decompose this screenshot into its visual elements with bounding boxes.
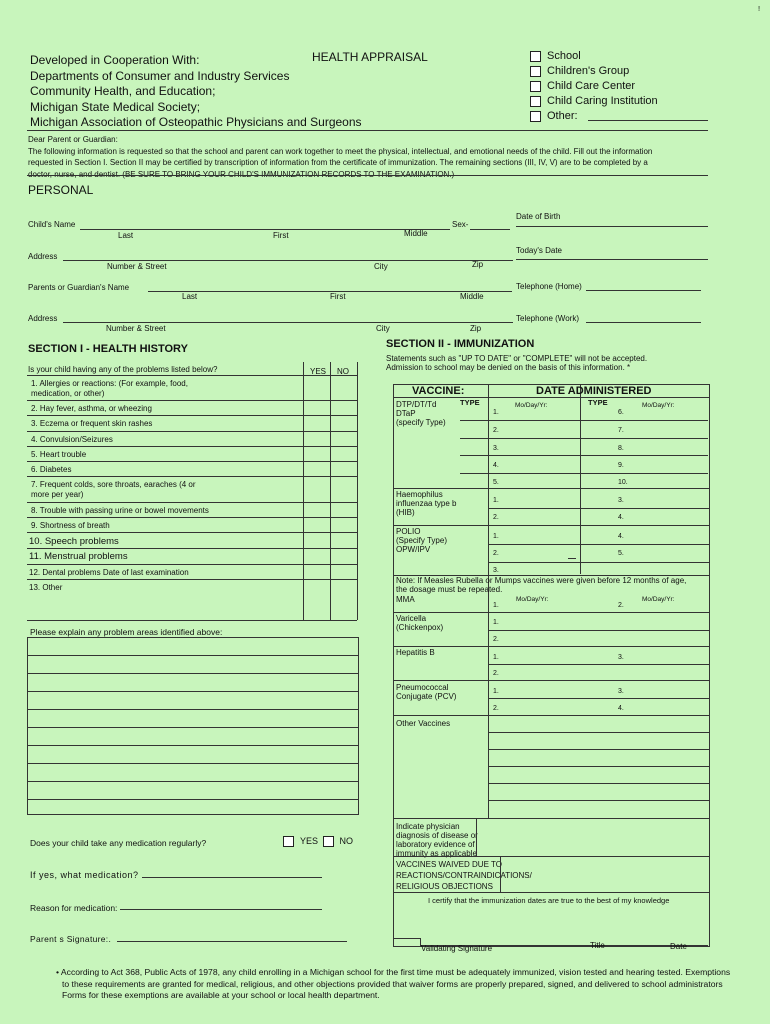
- option-label: Children's Group: [547, 65, 630, 77]
- vaccine-line: (specify Type): [396, 418, 446, 427]
- tel-work-label: Telephone (Work): [516, 314, 579, 323]
- address-field[interactable]: [63, 260, 513, 261]
- dose-1: 1.: [493, 497, 499, 504]
- explain-label: Please explain any problem areas identified above:: [30, 627, 223, 637]
- coop-line: Departments of Consumer and Industry Services: [30, 68, 290, 83]
- med-yes-checkbox[interactable]: [283, 836, 294, 847]
- date-line[interactable]: [488, 664, 709, 665]
- intro-line: requested in Section I. Section II may be certified by transcription of information from the certificate of immunization. The remaining sections (III, IV, V) are to be completed by a: [28, 158, 648, 167]
- dose-1: 1.: [493, 602, 499, 609]
- section2-notes: [386, 354, 647, 372]
- row-label: 2. Hay fever, asthma, or wheezing: [31, 404, 152, 413]
- mma-label: MMA: [396, 595, 415, 604]
- date-line[interactable]: [460, 473, 708, 474]
- dose-2: 2.: [618, 602, 624, 609]
- dose-2: 2.: [493, 636, 499, 643]
- modayyr-label: Mo/Day/Yr:: [516, 596, 549, 603]
- coop-line: Michigan Association of Osteopathic Physicians and Surgeons: [30, 115, 362, 129]
- parent-name-label: Parents or Guardian's Name: [28, 283, 130, 292]
- note-line: the dosage must be repeated.: [396, 585, 503, 594]
- tel-work-field[interactable]: [586, 322, 701, 323]
- history-row[interactable]: [27, 579, 357, 620]
- facility-options: [530, 49, 658, 124]
- first-label: First: [273, 231, 289, 240]
- note-line: RELIGIOUS OBJECTIONS: [396, 882, 493, 891]
- vaccine-line: Conjugate (PCV): [396, 692, 457, 701]
- medication-field[interactable]: [142, 877, 322, 878]
- option-other[interactable]: [530, 109, 658, 124]
- explain-line[interactable]: [27, 763, 358, 764]
- dose-9: 9.: [618, 462, 624, 469]
- date-line[interactable]: [460, 420, 708, 421]
- other-line[interactable]: [488, 749, 709, 750]
- option-child-care-center[interactable]: [530, 79, 658, 94]
- row-label: 10. Speech problems: [29, 536, 119, 547]
- row-divider: [393, 818, 709, 819]
- row-divider: [393, 525, 709, 526]
- history-row[interactable]: [27, 532, 357, 549]
- row-label: 9. Shortness of breath: [31, 521, 110, 530]
- option-label: Child Caring Institution: [547, 95, 658, 107]
- dose-2: 2.: [493, 427, 499, 434]
- table-edge: [357, 362, 358, 620]
- note-line: VACCINES WAIVED DUE TO: [396, 860, 502, 869]
- tel-home-label: Telephone (Home): [516, 282, 582, 291]
- option-school[interactable]: [530, 49, 658, 64]
- vaccine-col-divider: [488, 384, 489, 818]
- dose-2: 2.: [493, 550, 499, 557]
- note-line: Admission to school may be denied on the basis of this information. *: [386, 363, 631, 372]
- other-line[interactable]: [488, 800, 709, 801]
- history-row[interactable]: [27, 375, 357, 400]
- med-yes-label: YES: [300, 836, 319, 846]
- zip-label: Zip: [470, 324, 482, 333]
- middle-label: Middle: [460, 292, 484, 301]
- dose-1: 1.: [493, 533, 499, 540]
- if-yes-label: If yes, what medication?: [30, 870, 139, 880]
- address-field[interactable]: [63, 322, 513, 323]
- date-line[interactable]: [460, 438, 708, 439]
- checkbox[interactable]: [530, 66, 541, 77]
- table-header-line: [393, 397, 709, 398]
- vaccine-col-header: VACCINE:: [412, 385, 465, 397]
- number-street-label: Number & Street: [106, 324, 166, 333]
- modayyr-label: Mo/Day/Yr:: [642, 596, 675, 603]
- option-label: Other:: [547, 110, 578, 122]
- salutation: Dear Parent or Guardian:: [28, 135, 118, 144]
- sex-label: Sex-: [452, 220, 469, 229]
- no-header: NO: [337, 367, 349, 376]
- dose-1: 1.: [493, 654, 499, 661]
- coop-line: Developed in Cooperation With:: [30, 53, 200, 67]
- dose-5: 5.: [618, 550, 624, 557]
- history-row[interactable]: [27, 431, 357, 447]
- intro-line: doctor, nurse, and dentist. (BE SURE TO BRING YOUR CHILD'S IMMUNIZATION RECORDS TO THE EXAMINATION.): [28, 169, 455, 179]
- footer-line: • According to Act 368, Public Acts of 1978, any child enrolling in a Michigan school for the first time must be adequately immunized, vision tested and hearing tested. Exemptions: [56, 967, 731, 977]
- row-label: more per year): [31, 490, 84, 499]
- row-label: medication, or other): [31, 389, 105, 398]
- physician-note: [396, 822, 478, 858]
- city-label: City: [376, 324, 390, 333]
- note-line: laboratory evidence of: [396, 840, 475, 849]
- corner-mark: !: [758, 4, 761, 13]
- row-divider: [393, 646, 709, 647]
- dose-1: 1.: [493, 619, 499, 626]
- footer-line: Forms for these exemptions are available at your school or local health department.: [62, 990, 380, 1000]
- explain-line[interactable]: [27, 673, 358, 674]
- cooperation-block: [30, 53, 362, 131]
- row-label: 6. Diabetes: [31, 465, 72, 474]
- other-line[interactable]: [488, 766, 709, 767]
- note-line: diagnosis of disease or: [396, 831, 478, 840]
- explain-line[interactable]: [27, 655, 358, 656]
- explain-line[interactable]: [27, 709, 358, 710]
- dob-label: Date of Birth: [516, 212, 561, 221]
- section2-heading: SECTION II - IMMUNIZATION: [386, 338, 535, 350]
- row-label: 12. Dental problems Date of last examination: [29, 568, 189, 577]
- personal-heading: PERSONAL: [28, 183, 94, 197]
- dose-3: 3.: [493, 567, 499, 574]
- dash-mark: [568, 558, 576, 559]
- dose-6: 6.: [618, 409, 624, 416]
- number-street-label: Number & Street: [107, 262, 167, 271]
- modayyr-label: Mo/Day/Yr:: [642, 402, 675, 409]
- reason-field[interactable]: [120, 909, 322, 910]
- medication-options: [283, 836, 353, 847]
- option-child-caring-institution[interactable]: [530, 94, 658, 109]
- date-line[interactable]: [488, 544, 709, 545]
- row-label: 4. Convulsion/Seizures: [31, 435, 113, 444]
- dose-8: 8.: [618, 445, 624, 452]
- varicella-label: [396, 614, 443, 632]
- note-line: Statements such as "UP TO DATE" or "COMPLETE" will not be accepted.: [386, 354, 648, 363]
- form-title: HEALTH APPRAISAL: [312, 50, 428, 64]
- medication-question: Does your child take any medication regularly?: [30, 838, 207, 848]
- explain-line[interactable]: [27, 799, 358, 800]
- dose-10: 10.: [618, 479, 628, 486]
- title-label: Title: [590, 941, 605, 950]
- intro-text: [28, 134, 728, 180]
- row-label: 7. Frequent colds, sore throats, earaches (4 or: [31, 480, 196, 489]
- date-label: Date: [670, 942, 687, 951]
- date-col-header: DATE ADMINISTERED: [536, 385, 652, 397]
- note-line: REACTIONS/CONTRAINDICATIONS/: [396, 871, 532, 880]
- row-label: 11. Menstrual problems: [29, 551, 128, 562]
- vaccine-line: OPW/IPV: [396, 545, 431, 554]
- row-label: 1. Allergies or reactions: (For example, food,: [31, 379, 188, 388]
- tel-home-field[interactable]: [586, 290, 701, 291]
- row-divider: [393, 612, 709, 613]
- date-line[interactable]: [460, 455, 708, 456]
- certify-text: I certify that the immunization dates are true to the best of my knowledge: [428, 896, 670, 905]
- vaccine-line: POLIO: [396, 527, 421, 536]
- address-label: Address: [28, 252, 58, 261]
- option-label: School: [547, 50, 581, 62]
- dose-1: 1.: [493, 409, 499, 416]
- note-line: Indicate physician: [396, 822, 460, 831]
- first-label: First: [330, 292, 346, 301]
- date-line[interactable]: [488, 698, 709, 699]
- problems-question: Is your child having any of the problems listed below?: [28, 365, 218, 374]
- validating-label: Validating Signature: [421, 944, 493, 953]
- other-line[interactable]: [488, 732, 709, 733]
- history-row[interactable]: [27, 564, 357, 580]
- vaccine-line: Varicella: [396, 614, 427, 623]
- modayyr-label: Mo/Day/Yr:: [515, 402, 548, 409]
- reason-label: Reason for medication:: [30, 903, 118, 913]
- dtp-label: [396, 400, 446, 427]
- signature-label: Parent s Signature:.: [30, 934, 112, 944]
- measles-note: [396, 576, 686, 594]
- vaccine-line: DTP/DT/Td: [396, 400, 437, 409]
- dob-field[interactable]: [516, 226, 708, 227]
- dose-4: 4.: [618, 705, 624, 712]
- last-label: Last: [118, 231, 134, 240]
- dose-4: 4.: [618, 533, 624, 540]
- dose-4: 4.: [493, 462, 499, 469]
- history-row[interactable]: [27, 517, 357, 533]
- section1-heading: SECTION I - HEALTH HISTORY: [28, 343, 188, 355]
- history-row[interactable]: [27, 400, 357, 415]
- explain-line[interactable]: [27, 727, 358, 728]
- waived-note: [396, 859, 532, 892]
- vaccine-line: Pneumococcal: [396, 683, 449, 692]
- vaccine-line: influenzaa type b: [396, 499, 457, 508]
- coop-line: Michigan State Medical Society;: [30, 99, 201, 114]
- note-line: Note: If Measles Rubella or Mumps vaccines were given before 12 months of age,: [396, 576, 687, 585]
- pneumo-label: [396, 683, 456, 701]
- checkbox[interactable]: [530, 96, 541, 107]
- checkbox[interactable]: [530, 111, 541, 122]
- vaccine-line: Haemophilus: [396, 490, 443, 499]
- child-name-label: Child's Name: [28, 220, 76, 229]
- vaccine-line: (HIB): [396, 508, 415, 517]
- history-row[interactable]: [27, 415, 357, 431]
- last-label: Last: [182, 292, 198, 301]
- dose-3: 3.: [493, 445, 499, 452]
- other-vaccines-label: Other Vaccines: [396, 719, 451, 728]
- option-childrens-group[interactable]: [530, 64, 658, 79]
- history-row[interactable]: [27, 476, 357, 502]
- zip-label: Zip: [472, 260, 484, 269]
- checkbox[interactable]: [530, 81, 541, 92]
- hib-label: [396, 490, 457, 517]
- vaccine-line: (Specify Type): [396, 536, 447, 545]
- polio-label: [396, 527, 447, 554]
- vaccine-line: DTaP: [396, 409, 416, 418]
- history-row[interactable]: [27, 461, 357, 477]
- dose-3: 3.: [618, 654, 624, 661]
- intro-line: The following information is requested so that the school and parent can work together to meet the physical, intellectual, and emotional needs of the child. Fill out the information: [28, 146, 653, 156]
- dose-3: 3.: [618, 497, 624, 504]
- dose-5: 5.: [493, 479, 499, 486]
- vaccine-line: (Chickenpox): [396, 623, 444, 632]
- date-line[interactable]: [488, 562, 709, 563]
- history-row[interactable]: [27, 502, 357, 518]
- dose-2: 2.: [493, 514, 499, 521]
- explain-line[interactable]: [27, 745, 358, 746]
- explain-box[interactable]: [27, 637, 359, 815]
- med-no-checkbox[interactable]: [323, 836, 334, 847]
- row-divider: [393, 856, 709, 857]
- divider: [27, 175, 708, 176]
- divider: [27, 130, 708, 131]
- checkbox[interactable]: [530, 51, 541, 62]
- todays-date-field[interactable]: [516, 259, 708, 260]
- row-label: 5. Heart trouble: [31, 450, 87, 459]
- child-name-field[interactable]: [80, 229, 450, 230]
- note-line: immunity as applicable: [396, 849, 477, 858]
- history-row[interactable]: [27, 548, 357, 564]
- sex-field[interactable]: [470, 229, 510, 230]
- hepb-label: Hepatitis B: [396, 648, 435, 657]
- address-label: Address: [28, 314, 58, 323]
- yes-header: YES: [310, 367, 327, 376]
- middle-label: Middle: [404, 229, 428, 238]
- date-line[interactable]: [488, 630, 709, 631]
- row-divider: [393, 715, 709, 716]
- physician-divider: [476, 818, 477, 856]
- waived-divider: [500, 856, 501, 892]
- signature-box[interactable]: [393, 938, 421, 947]
- date-col-divider: [580, 384, 581, 574]
- type-label: TYPE: [460, 398, 480, 407]
- row-divider: [393, 680, 709, 681]
- city-label: City: [374, 262, 388, 271]
- other-field-line[interactable]: [588, 120, 708, 121]
- row-label: 3. Eczema or frequent skin rashes: [31, 419, 153, 428]
- row-label: 8. Trouble with passing urine or bowel movements: [31, 506, 209, 515]
- dose-2: 2.: [493, 670, 499, 677]
- todays-date-label: Today's Date: [516, 246, 562, 255]
- row-divider: [393, 892, 709, 893]
- dose-4: 4.: [618, 514, 624, 521]
- row-label: 13. Other: [29, 583, 63, 592]
- other-line[interactable]: [488, 783, 709, 784]
- date-line[interactable]: [488, 508, 709, 509]
- dose-3: 3.: [618, 688, 624, 695]
- coop-line: Community Health, and Education;: [30, 84, 216, 98]
- dose-7: 7.: [618, 427, 624, 434]
- explain-line[interactable]: [27, 691, 358, 692]
- signature-field[interactable]: [117, 941, 347, 942]
- option-label: Child Care Center: [547, 80, 636, 92]
- med-no-label: NO: [339, 836, 354, 846]
- type-label: TYPE: [588, 398, 608, 407]
- row-divider: [393, 488, 709, 489]
- explain-line[interactable]: [27, 781, 358, 782]
- footer-line: to these requirements are granted for medical, religious, and other objections provided that waiver forms are properly prepared, signed, and delivered to school administrators: [62, 978, 723, 989]
- dose-2: 2.: [493, 705, 499, 712]
- dose-1: 1.: [493, 688, 499, 695]
- history-row[interactable]: [27, 446, 357, 462]
- footer-note: [56, 967, 746, 1002]
